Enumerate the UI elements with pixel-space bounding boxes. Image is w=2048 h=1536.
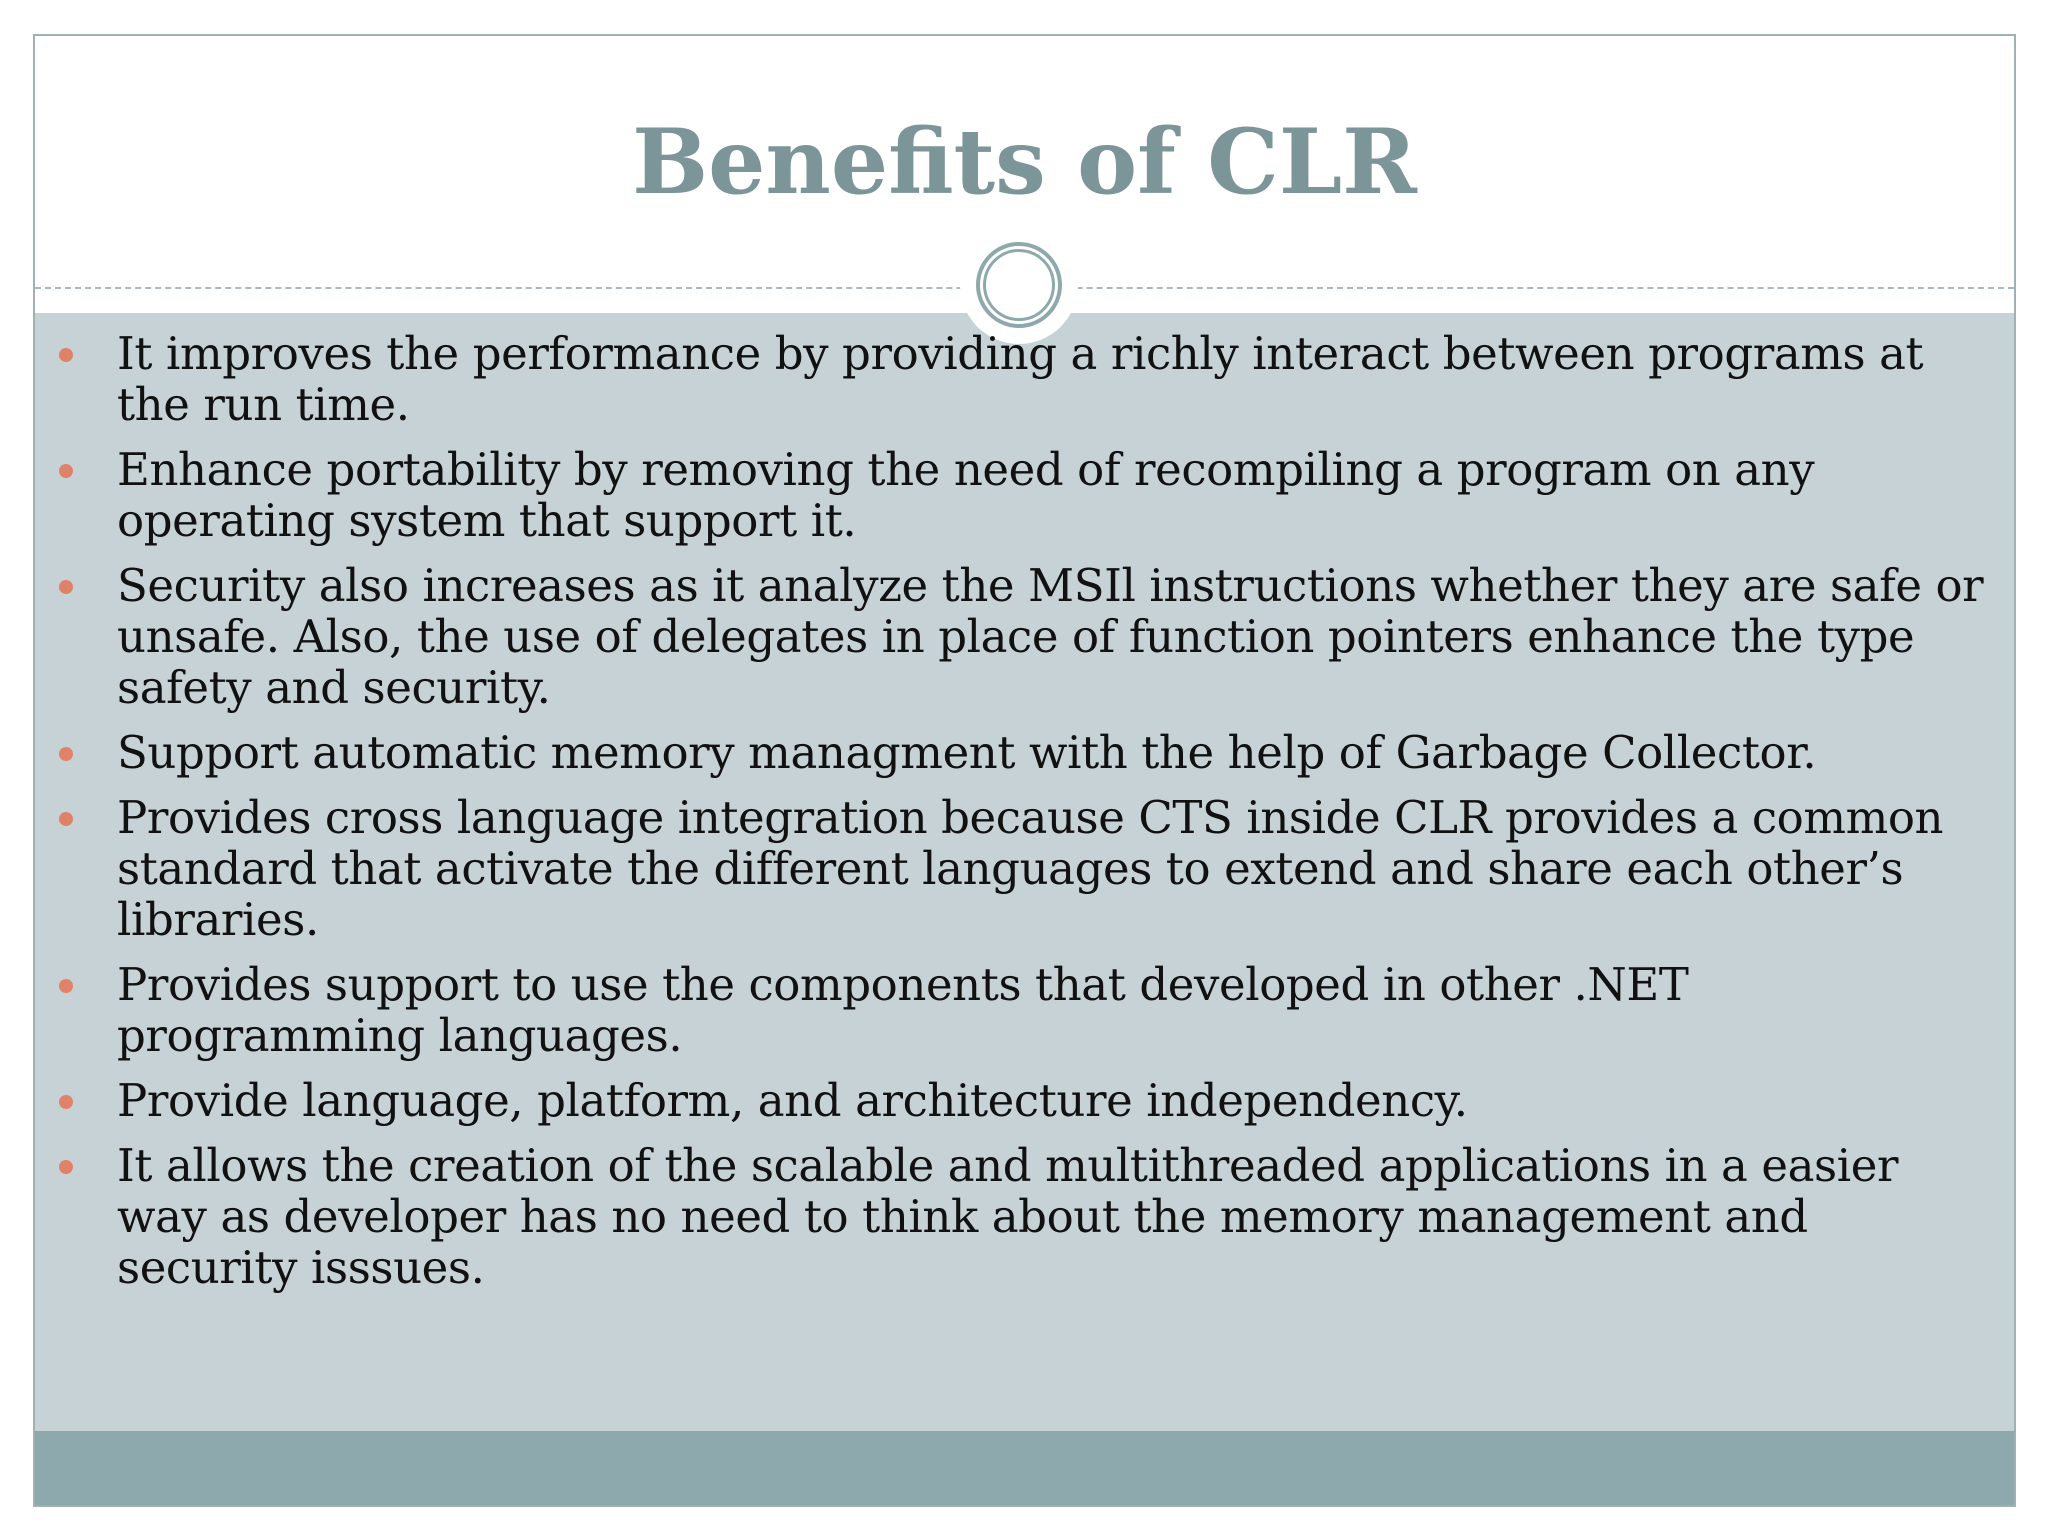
bullet-dot-icon [59,1095,73,1109]
bullet-text: Provides cross language integration because CTS inside CLR provides a common standard that activate the different languages to extend and share each other’s libraries. [117,791,1944,946]
bullet-item [35,444,2014,546]
bullet-item [35,328,2014,430]
bullet-dot-icon [59,464,73,478]
slide [33,34,2016,1507]
bullet-dot-icon [59,747,73,761]
bullet-dot-icon [59,979,73,993]
bullet-item [35,1075,2014,1126]
bullet-text: It improves the performance by providing a richly interact between programs at the run time. [117,327,1924,431]
bullet-dot-icon [59,1160,73,1174]
bullet-item [35,792,2014,945]
bullet-dot-icon [59,348,73,362]
bullet-text: It allows the creation of the scalable and multithreaded applications in a easier way as developer has no need to think about the memory management and security isssues. [117,1139,1899,1294]
footer-bar [35,1431,2014,1505]
bullet-list [35,328,2014,1307]
bullet-text: Support automatic memory managment with the help of Garbage Collector. [117,726,1817,779]
bullet-item [35,959,2014,1061]
bullet-dot-icon [59,812,73,826]
slide-title: Benefits of CLR [632,109,1417,215]
bullet-item [35,1140,2014,1293]
circle-ornament-inner [983,249,1055,321]
bullet-dot-icon [59,580,73,594]
bullet-item [35,727,2014,778]
bullet-text: Security also increases as it analyze the MSIl instructions whether they are safe or unsafe. Also, the use of delegates in place of function pointers enhance the type safety and security. [117,559,1984,714]
bullet-text: Provides support to use the components that developed in other .NET programming languages. [117,958,1689,1062]
bullet-item [35,560,2014,713]
bullet-text: Enhance portability by removing the need of recompiling a program on any operating system that support it. [117,443,1815,547]
bullet-text: Provide language, platform, and architecture independency. [117,1074,1468,1127]
